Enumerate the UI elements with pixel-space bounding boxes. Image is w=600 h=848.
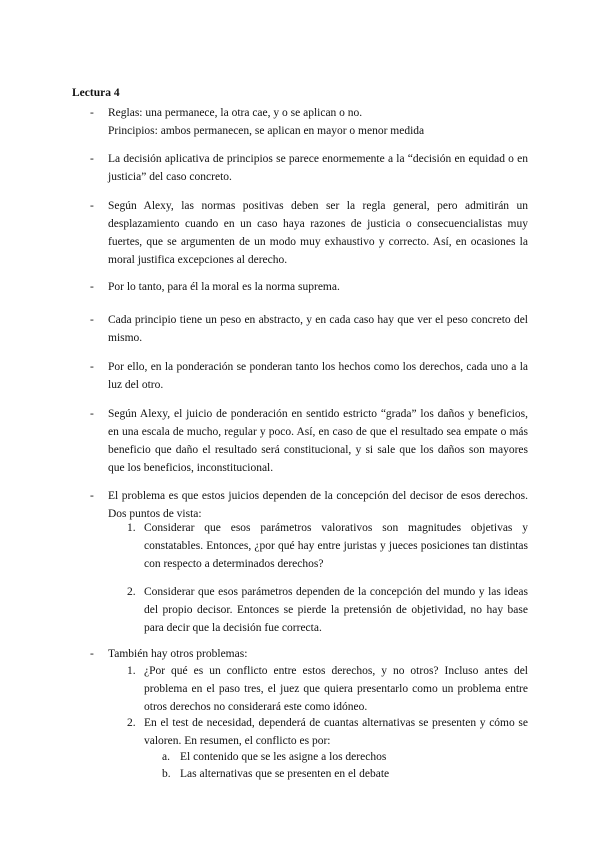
sub-item-number: 1. bbox=[127, 522, 136, 534]
alpha-item-text: Las alternativas que se presenten en el debate bbox=[180, 768, 390, 780]
alpha-item-letter: b. bbox=[162, 768, 171, 780]
bullet-dash: - bbox=[90, 200, 94, 212]
bullet-dash: - bbox=[90, 107, 94, 119]
list-item-text: También hay otros problemas: bbox=[108, 648, 248, 660]
list-item-text: La decisión aplicativa de principios se parece enormemente a la “decisión en equidad o en justicia” del caso concreto. bbox=[108, 153, 528, 183]
bullet-dash: - bbox=[90, 281, 94, 293]
sub-item-text: En el test de necesidad, dependerá de cuantas alternativas se presenten y cómo se valoren. En resumen, el conflicto es por: bbox=[144, 717, 528, 747]
alpha-item-letter: a. bbox=[162, 751, 170, 763]
sub-item-number: 1. bbox=[127, 665, 136, 677]
bullet-dash: - bbox=[90, 361, 94, 373]
page-title: Lectura 4 bbox=[72, 87, 120, 99]
bullet-dash: - bbox=[90, 648, 94, 660]
list-item-text: Principios: ambos permanecen, se aplican en mayor o menor medida bbox=[108, 125, 425, 137]
bullet-dash: - bbox=[90, 490, 94, 502]
sub-item-number: 2. bbox=[127, 586, 136, 598]
list-item-text: Por ello, en la ponderación se ponderan tanto los hechos como los derechos, cada uno a la luz del otro. bbox=[108, 361, 528, 391]
alpha-item-text: El contenido que se les asigne a los derechos bbox=[180, 751, 387, 763]
list-item-text: Por lo tanto, para él la moral es la norma suprema. bbox=[108, 281, 340, 293]
sub-item-text: Considerar que esos parámetros valorativos son magnitudes objetivas y constatables. Entonces, ¿por qué hay entre juristas y jueces posiciones tan distintas con respecto a determinados derechos? bbox=[144, 522, 528, 570]
list-item-text: El problema es que estos juicios dependen de la concepción del decisor de esos derechos. Dos puntos de vista: bbox=[108, 490, 528, 520]
sub-item-number: 2. bbox=[127, 717, 136, 729]
list-item-text: Según Alexy, el juicio de ponderación en sentido estricto “grada” los daños y beneficios, en una escala de mucho, regular y poco. Así, en caso de que el resultado sea empate o más beneficio que daño el resultado será constitucional, y si sale que los daños son mayores que los beneficios, inconstitucional. bbox=[108, 408, 528, 474]
bullet-dash: - bbox=[90, 314, 94, 326]
sub-item-text: ¿Por qué es un conflicto entre estos derechos, y no otros? Incluso antes del problema en el paso tres, el juez que quiera presentarlo como un problema entre otros derechos no considerará este como idóneo. bbox=[144, 665, 528, 713]
sub-item-text: Considerar que esos parámetros dependen de la concepción del mundo y las ideas del propio decisor. Entonces se pierde la pretensión de objetividad, no hay base para decir que la decisión fue correcta. bbox=[144, 586, 528, 634]
bullet-dash: - bbox=[90, 153, 94, 165]
list-item-text: Según Alexy, las normas positivas deben ser la regla general, pero admitirán un desplazamiento cuando en un caso haya razones de justicia o consecuencialistas muy fuertes, que se argumenten de un modo muy exhaustivo y correcto. Así, en ocasiones la moral justifica excepciones al derecho. bbox=[108, 200, 528, 266]
list-item-text: Reglas: una permanece, la otra cae, y o se aplican o no. bbox=[108, 107, 363, 119]
bullet-dash: - bbox=[90, 408, 94, 420]
list-item-text: Cada principio tiene un peso en abstracto, y en cada caso hay que ver el peso concreto del mismo. bbox=[108, 314, 528, 344]
